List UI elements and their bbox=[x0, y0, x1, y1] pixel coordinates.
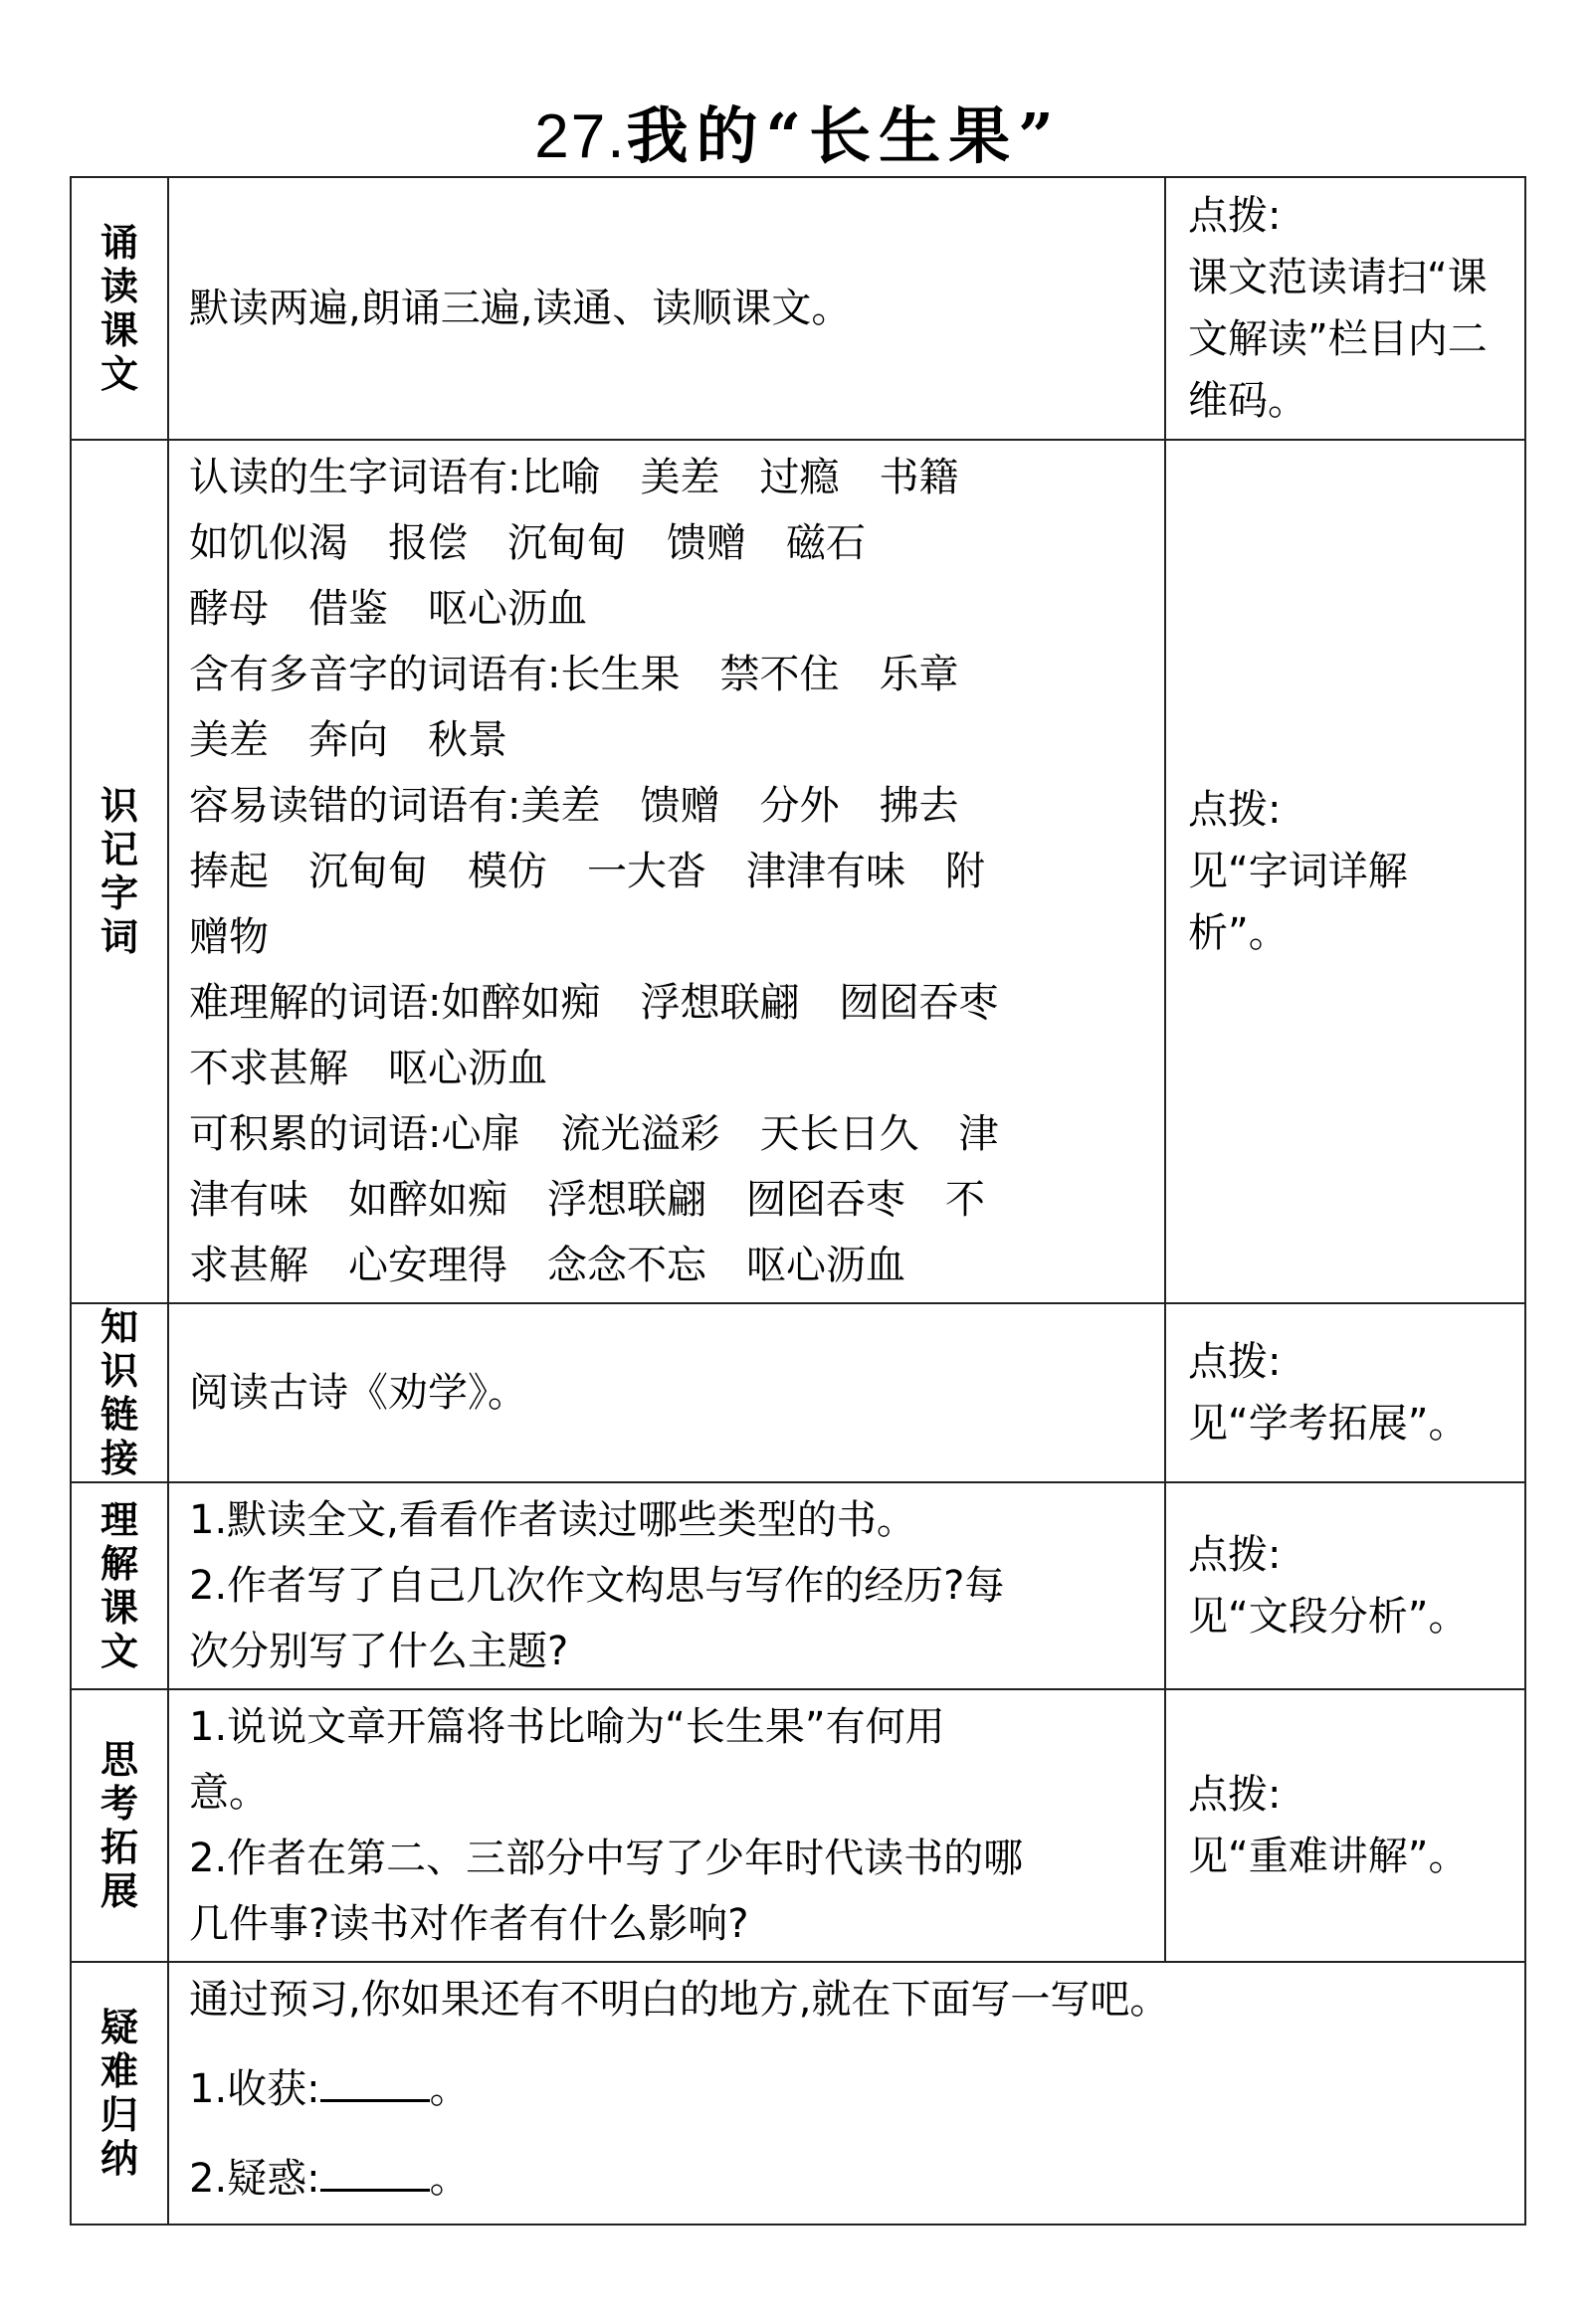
row-label-understanding: 理 解 课 文 bbox=[71, 1482, 168, 1689]
tip-label: 点拨: bbox=[1188, 1772, 1282, 1818]
row-content-understanding: 1.默读全文,看看作者读过哪些类型的书。 2.作者写了自己几次作文构思与写作的经历?每 次分别写了什么主题? bbox=[168, 1482, 1165, 1689]
tip-label: 点拨: bbox=[1188, 1339, 1282, 1385]
table-row-vocabulary bbox=[71, 440, 1525, 1303]
row-label-thinking: 思 考 拓 展 bbox=[71, 1689, 168, 1962]
tip-label: 点拨: bbox=[1188, 1532, 1282, 1578]
row-tip-read-aloud: 点拨: 课文范读请扫“课 文解读”栏目内二 维码。 bbox=[1165, 177, 1525, 440]
harvest-line: 1.收获: 。 bbox=[189, 2056, 1504, 2122]
row-content-knowledge-link: 阅读古诗《劝学》。 bbox=[168, 1303, 1165, 1482]
page-title bbox=[0, 94, 1596, 179]
row-label-knowledge-link: 知 识 链 接 bbox=[71, 1303, 168, 1482]
summary-intro: 通过预习,你如果还有不明白的地方,就在下面写一写吧。 bbox=[189, 1977, 1170, 2023]
doubt-line: 2.疑惑: 。 bbox=[189, 2146, 1504, 2212]
row-label-read-aloud: 诵 读 课 文 bbox=[71, 177, 168, 440]
table-row-understanding bbox=[71, 1482, 1525, 1689]
row-content-thinking: 1.说说文章开篇将书比喻为“长生果”有何用 意。 2.作者在第二、三部分中写了少年时代读书的哪 几件事?读书对作者有什么影响? bbox=[168, 1689, 1165, 1962]
row-content-summary bbox=[168, 1962, 1525, 2225]
table-row-summary bbox=[71, 1962, 1525, 2225]
row-label-vocabulary: 识 记 字 词 bbox=[71, 440, 168, 1303]
table-row-knowledge-link bbox=[71, 1303, 1525, 1482]
lesson-name: 我的“长生果” bbox=[626, 99, 1062, 172]
tip-label: 点拨: bbox=[1188, 787, 1282, 833]
row-content-vocabulary: 认读的生字词语有:比喻 美差 过瘾 书籍 如饥似渴 报偿 沉甸甸 馈赠 磁石 酵母 借鉴 呕心沥血 含有多音字的词语有:长生果 禁不住 乐章 美差 奔向 秋景 容易读错的词语有:美差 馈赠 分外 拂去 捧起 沉甸甸 模仿 一大沓 津津有味 附 赠物 难理解的词语:如醉如痴 浮想联翩 囫囵吞枣 不求甚解 呕心沥血 可积累的词语:心扉 流光溢彩 天长日久 津 津有味 如醉如痴 浮想联翩 囫囵吞枣 不 求甚解 心安理得 念念不忘 呕心沥血 bbox=[168, 440, 1165, 1303]
lesson-number: 27. bbox=[534, 102, 627, 171]
table-row-read-aloud bbox=[71, 177, 1525, 440]
preview-table bbox=[70, 176, 1526, 2226]
tip-label: 点拨: bbox=[1188, 193, 1282, 239]
row-tip-thinking: 点拨: 见“重难讲解”。 bbox=[1165, 1689, 1525, 1962]
table-row-thinking bbox=[71, 1689, 1525, 1962]
row-tip-knowledge-link: 点拨: 见“学考拓展”。 bbox=[1165, 1303, 1525, 1482]
row-content-read-aloud: 默读两遍,朗诵三遍,读通、读顺课文。 bbox=[168, 177, 1165, 440]
row-label-summary: 疑 难 归 纳 bbox=[71, 1962, 168, 2225]
harvest-blank[interactable] bbox=[320, 2057, 430, 2102]
doubt-blank[interactable] bbox=[320, 2147, 430, 2192]
row-tip-understanding: 点拨: 见“文段分析”。 bbox=[1165, 1482, 1525, 1689]
doubt-label: 2.疑惑: bbox=[189, 2156, 320, 2202]
harvest-label: 1.收获: bbox=[189, 2066, 320, 2112]
row-tip-vocabulary: 点拨: 见“字词详解 析”。 bbox=[1165, 440, 1525, 1303]
